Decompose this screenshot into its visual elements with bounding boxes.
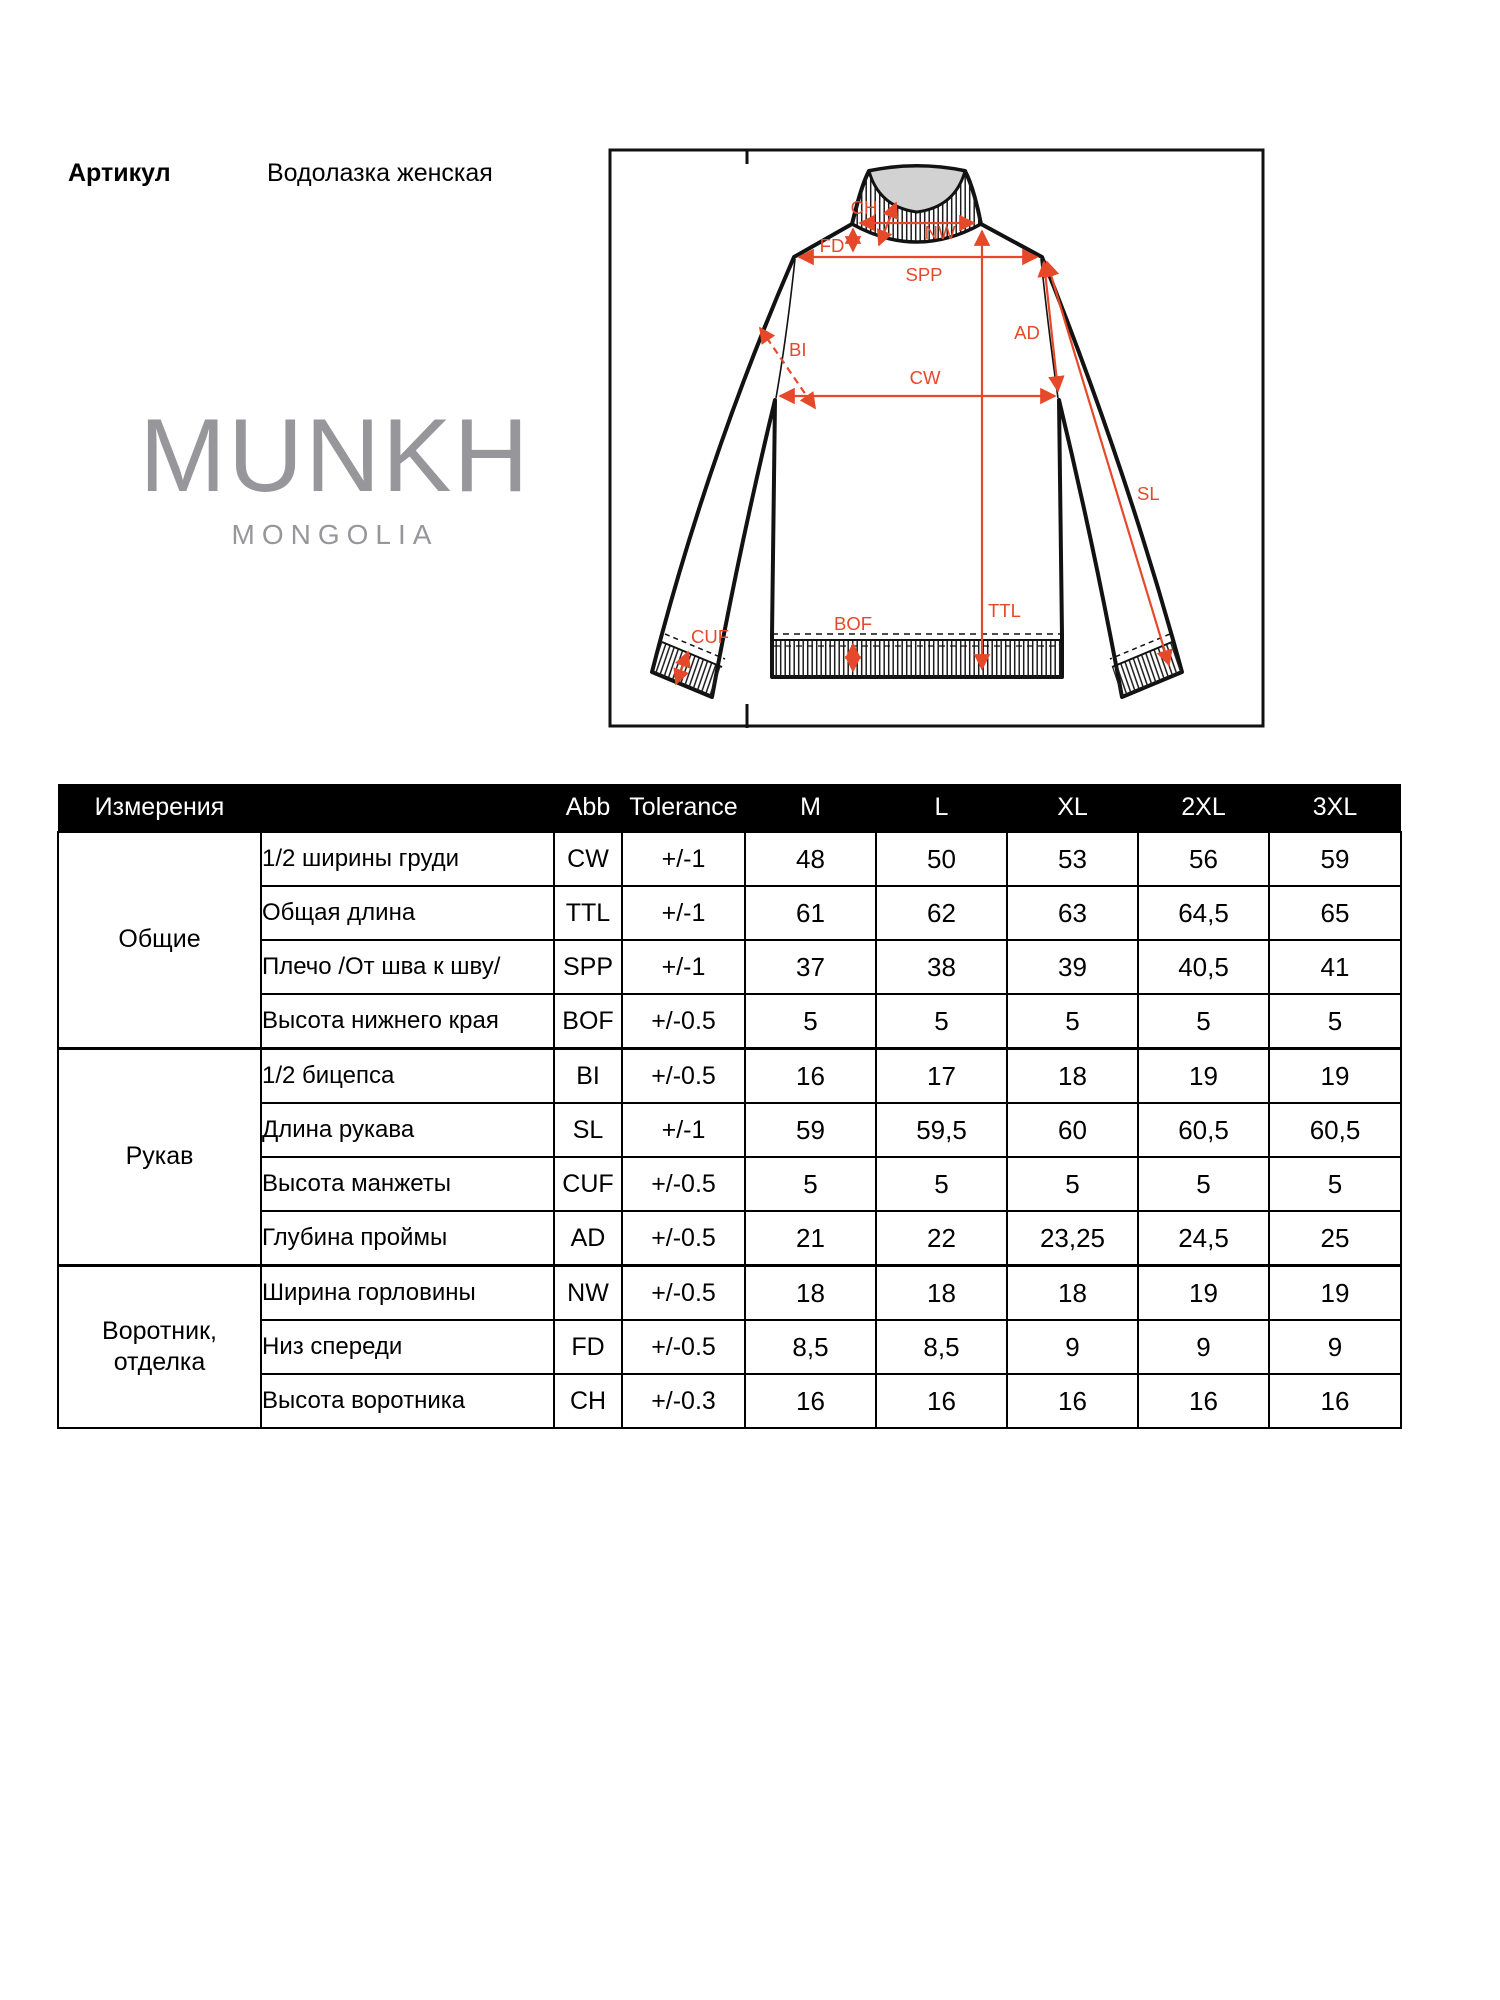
header-size-l: L xyxy=(876,784,1007,832)
brand-logo: MUNKH xyxy=(139,398,531,514)
measure-label-ch: CH xyxy=(850,197,878,218)
value-3xl: 5 xyxy=(1269,1157,1401,1211)
measure-abb: CUF xyxy=(554,1157,622,1211)
measure-label-sl: SL xyxy=(1137,483,1160,504)
table-row xyxy=(58,1266,1401,1321)
measure-name: 1/2 бицепса xyxy=(261,1049,554,1104)
header-size-3xl: 3XL xyxy=(1269,784,1401,832)
value-3xl: 65 xyxy=(1269,886,1401,940)
measure-tolerance: +/-0.5 xyxy=(622,1157,745,1211)
value-2xl: 19 xyxy=(1138,1266,1269,1321)
measure-name: Высота воротника xyxy=(261,1374,554,1428)
measure-label-bi: BI xyxy=(789,339,807,360)
group-cell: Воротник, отделка xyxy=(58,1266,261,1429)
value-m: 5 xyxy=(745,994,876,1049)
measure-label-fd: FD xyxy=(819,235,845,256)
measure-tolerance: +/-1 xyxy=(622,886,745,940)
table-row xyxy=(58,832,1401,886)
measure-tolerance: +/-0.5 xyxy=(622,994,745,1049)
value-m: 16 xyxy=(745,1374,876,1428)
value-l: 38 xyxy=(876,940,1007,994)
value-xl: 53 xyxy=(1007,832,1138,886)
value-l: 59,5 xyxy=(876,1103,1007,1157)
value-xl: 23,25 xyxy=(1007,1211,1138,1266)
measure-name: Общая длина xyxy=(261,886,554,940)
measure-tolerance: +/-0.5 xyxy=(622,1049,745,1104)
measure-tolerance: +/-0.5 xyxy=(622,1266,745,1321)
measure-name: Плечо /От шва к шву/ xyxy=(261,940,554,994)
measure-tolerance: +/-0.3 xyxy=(622,1374,745,1428)
value-2xl: 16 xyxy=(1138,1374,1269,1428)
value-2xl: 5 xyxy=(1138,1157,1269,1211)
measure-abb: BI xyxy=(554,1049,622,1104)
value-l: 8,5 xyxy=(876,1320,1007,1374)
value-3xl: 59 xyxy=(1269,832,1401,886)
value-l: 62 xyxy=(876,886,1007,940)
measure-label-bof: BOF xyxy=(833,613,873,634)
measure-label-nw: NW xyxy=(924,222,956,243)
value-m: 8,5 xyxy=(745,1320,876,1374)
value-2xl: 40,5 xyxy=(1138,940,1269,994)
value-m: 48 xyxy=(745,832,876,886)
value-3xl: 5 xyxy=(1269,994,1401,1049)
group-cell: Рукав xyxy=(58,1049,261,1266)
value-m: 18 xyxy=(745,1266,876,1321)
value-3xl: 25 xyxy=(1269,1211,1401,1266)
value-l: 5 xyxy=(876,994,1007,1049)
value-l: 16 xyxy=(876,1374,1007,1428)
value-2xl: 9 xyxy=(1138,1320,1269,1374)
measure-label-cw: CW xyxy=(909,367,941,388)
measure-abb: CH xyxy=(554,1374,622,1428)
value-2xl: 24,5 xyxy=(1138,1211,1269,1266)
measure-tolerance: +/-1 xyxy=(622,940,745,994)
measure-tolerance: +/-0.5 xyxy=(622,1211,745,1266)
value-m: 16 xyxy=(745,1049,876,1104)
measure-tolerance: +/-1 xyxy=(622,1103,745,1157)
value-xl: 18 xyxy=(1007,1266,1138,1321)
measure-name: Высота нижнего края xyxy=(261,994,554,1049)
sweater-outline xyxy=(652,166,1182,697)
value-3xl: 19 xyxy=(1269,1049,1401,1104)
measure-abb: SL xyxy=(554,1103,622,1157)
value-xl: 60 xyxy=(1007,1103,1138,1157)
measure-abb: NW xyxy=(554,1266,622,1321)
brand-logo-subtitle: MONGOLIA xyxy=(231,519,439,550)
value-2xl: 56 xyxy=(1138,832,1269,886)
value-3xl: 41 xyxy=(1269,940,1401,994)
measure-tolerance: +/-1 xyxy=(622,832,745,886)
value-2xl: 60,5 xyxy=(1138,1103,1269,1157)
value-xl: 16 xyxy=(1007,1374,1138,1428)
table-row xyxy=(58,1049,1401,1104)
value-l: 17 xyxy=(876,1049,1007,1104)
value-xl: 5 xyxy=(1007,994,1138,1049)
measure-label-spp: SPP xyxy=(905,264,943,285)
value-m: 21 xyxy=(745,1211,876,1266)
value-l: 5 xyxy=(876,1157,1007,1211)
header-size-xl: XL xyxy=(1007,784,1138,832)
size-diagram xyxy=(0,0,1500,760)
header-size-m: M xyxy=(745,784,876,832)
value-3xl: 9 xyxy=(1269,1320,1401,1374)
measure-name: Высота манжеты xyxy=(261,1157,554,1211)
article-value: Водолазка женская xyxy=(267,159,493,187)
value-xl: 18 xyxy=(1007,1049,1138,1104)
value-3xl: 16 xyxy=(1269,1374,1401,1428)
value-m: 59 xyxy=(745,1103,876,1157)
measure-abb: CW xyxy=(554,832,622,886)
measure-name: Длина рукава xyxy=(261,1103,554,1157)
measure-abb: BOF xyxy=(554,994,622,1049)
value-m: 61 xyxy=(745,886,876,940)
measure-abb: TTL xyxy=(554,886,622,940)
value-m: 37 xyxy=(745,940,876,994)
value-3xl: 60,5 xyxy=(1269,1103,1401,1157)
value-l: 18 xyxy=(876,1266,1007,1321)
value-xl: 63 xyxy=(1007,886,1138,940)
header-measurements: Измерения xyxy=(58,784,554,832)
value-m: 5 xyxy=(745,1157,876,1211)
measure-label-ttl: TTL xyxy=(988,600,1021,621)
measure-name: 1/2 ширины груди xyxy=(261,832,554,886)
header-abb: Abb xyxy=(554,784,622,832)
measure-name: Низ спереди xyxy=(261,1320,554,1374)
measure-abb: AD xyxy=(554,1211,622,1266)
measure-label-cuf: CUF xyxy=(690,626,730,647)
table-header-row xyxy=(58,784,1401,832)
group-cell: Общие xyxy=(58,832,261,1049)
measure-name: Ширина горловины xyxy=(261,1266,554,1321)
value-3xl: 19 xyxy=(1269,1266,1401,1321)
value-xl: 9 xyxy=(1007,1320,1138,1374)
value-xl: 5 xyxy=(1007,1157,1138,1211)
header-size-2xl: 2XL xyxy=(1138,784,1269,832)
value-2xl: 19 xyxy=(1138,1049,1269,1104)
value-xl: 39 xyxy=(1007,940,1138,994)
measure-name: Глубина проймы xyxy=(261,1211,554,1266)
value-l: 22 xyxy=(876,1211,1007,1266)
measure-tolerance: +/-0.5 xyxy=(622,1320,745,1374)
size-table xyxy=(57,784,1402,1429)
article-label: Артикул xyxy=(68,159,171,187)
measure-label-ad: AD xyxy=(1014,322,1040,343)
measure-abb: SPP xyxy=(554,940,622,994)
value-2xl: 5 xyxy=(1138,994,1269,1049)
value-l: 50 xyxy=(876,832,1007,886)
value-2xl: 64,5 xyxy=(1138,886,1269,940)
measure-abb: FD xyxy=(554,1320,622,1374)
header-tolerance: Tolerance xyxy=(622,784,745,832)
